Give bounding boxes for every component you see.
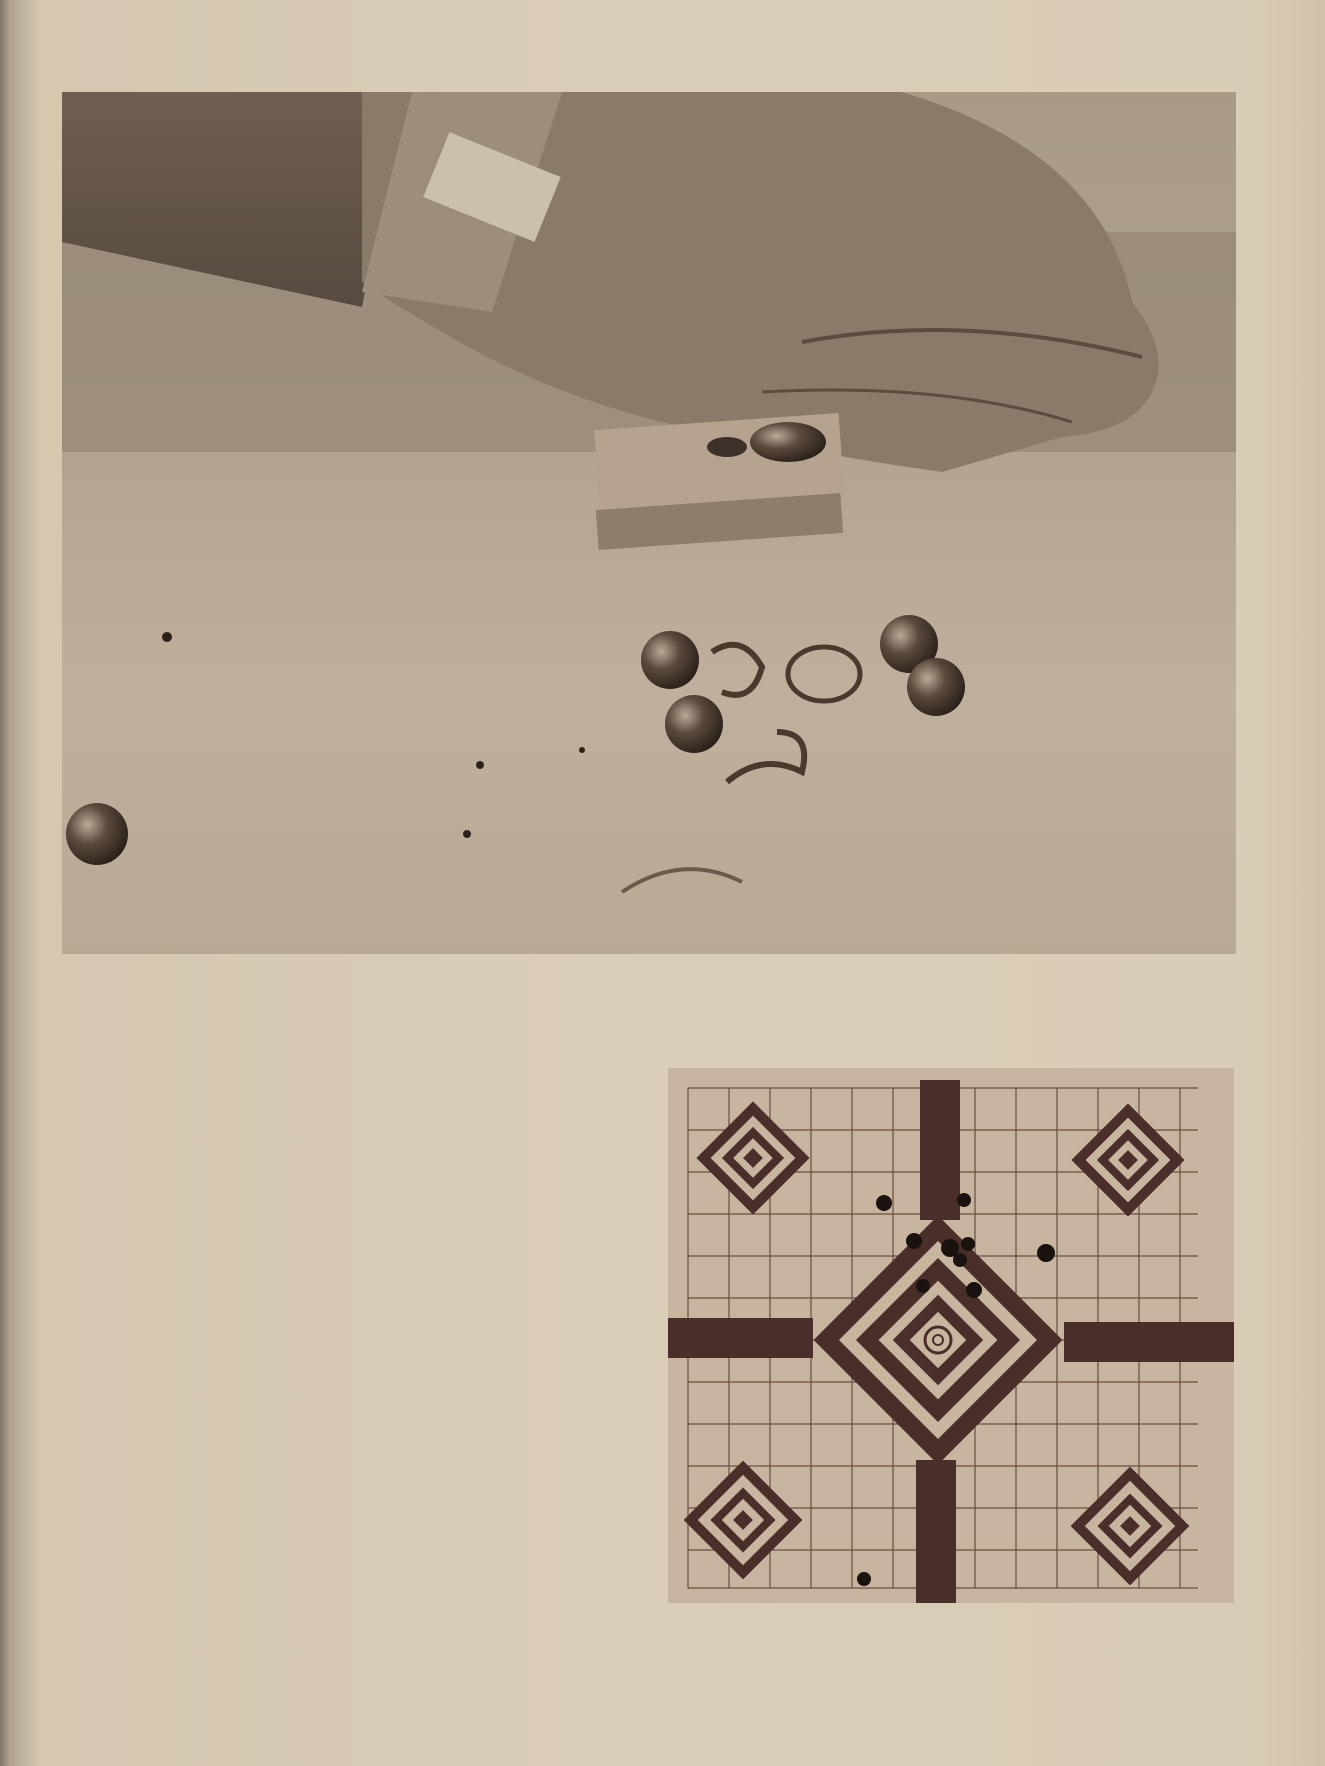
swaging-photo [62, 92, 1236, 954]
shot-target [668, 1068, 1234, 1603]
